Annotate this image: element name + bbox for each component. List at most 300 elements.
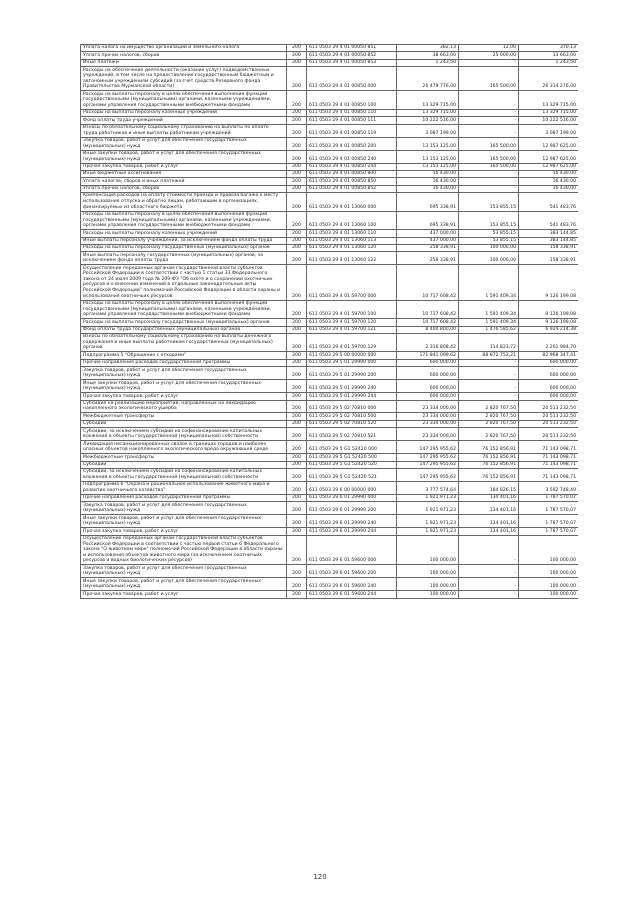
row-unexecuted-amount-cell: 20 513 232,50 [519,420,579,427]
row-classification-code-cell: 611 0503 29 4 01 59700 000 [307,265,397,300]
table-row [81,91,579,110]
row-approved-amount-cell: 16 430,00 [397,185,459,192]
row-admin-code-cell: 200 [287,91,307,110]
row-classification-code-cell: 611 0503 29 4 01 00850 200 [307,137,397,150]
row-name-cell: Закупка товаров, работ и услуг для обеспечения государственных (муниципальных) нужд [81,502,287,515]
row-admin-code-cell: 200 [287,45,307,52]
row-unexecuted-amount-cell: 3 592 748,49 [519,481,579,494]
row-admin-code-cell: 200 [287,502,307,515]
row-name-cell: Субсидии [81,461,287,468]
row-unexecuted-amount-cell: 71 143 098,71 [519,454,579,461]
row-executed-amount-cell: 165 500,00 [459,137,519,150]
row-classification-code-cell: 611 0503 29 4 01 59700 121 [307,326,397,333]
row-name-cell: Прочие направления расходов государственной программы [81,494,287,501]
table-row [81,591,579,598]
row-unexecuted-amount-cell: 16 430,00 [519,178,579,185]
row-approved-amount-cell: 23 334 000,00 [397,428,459,441]
row-classification-code-cell: 611 0503 29 4 01 59700 129 [307,333,397,352]
row-name-cell: Расходы на выплаты персоналу государственных (муниципальных) органов [81,244,287,251]
row-approved-amount-cell: 3 087 199,00 [397,124,459,137]
row-approved-amount-cell: 10 717 608,42 [397,319,459,326]
row-admin-code-cell: 200 [287,59,307,66]
row-admin-code-cell: 200 [287,400,307,413]
row-executed-amount-cell: - [459,367,519,380]
row-admin-code-cell: 200 [287,515,307,528]
row-executed-amount-cell: 2 820 767,50 [459,420,519,427]
row-classification-code-cell: 611 0503 29 5 G1 52420 000 [307,441,397,454]
table-row [81,150,579,163]
table-row [81,528,579,535]
row-executed-amount-cell: 2 820 767,50 [459,400,519,413]
row-executed-amount-cell: - [459,117,519,124]
row-unexecuted-amount-cell: 16 430,00 [519,170,579,177]
table-row [81,515,579,528]
row-executed-amount-cell: 165 500,00 [459,163,519,170]
row-unexecuted-amount-cell: 20 513 232,50 [519,413,579,420]
row-classification-code-cell: 611 0503 29 6 01 29990 244 [307,528,397,535]
row-classification-code-cell: 611 0503 29 5 01 29990 200 [307,367,397,380]
row-classification-code-cell: 611 0503 29 4 01 00850 119 [307,124,397,137]
table-row [81,163,579,170]
row-executed-amount-cell: 1 591 409,34 [459,300,519,319]
row-classification-code-cell: 611 0503 29 4 01 13060 110 [307,230,397,237]
table-row [81,230,579,237]
row-name-cell: Закупка товаров, работ и услуг для обеспечения государственных (муниципальных) нужд [81,137,287,150]
row-unexecuted-amount-cell: 1 787 570,07 [519,528,579,535]
row-unexecuted-amount-cell: 158 338,91 [519,252,579,265]
row-unexecuted-amount-cell: 26 314 276,00 [519,67,579,91]
row-name-cell: Межбюджетные трансферты [81,413,287,420]
row-executed-amount-cell: - [459,170,519,177]
row-classification-code-cell: 611 0503 29 4 01 00850 800 [307,170,397,177]
row-approved-amount-cell: 13 153 125,00 [397,137,459,150]
table-row [81,319,579,326]
row-classification-code-cell: 611 0503 29 4 01 00050 852 [307,52,397,59]
row-name-cell: Ликвидация несанкционированных свалок в границах городов и наиболее опасных объектов накопленного экологического вреда окружающей среде [81,441,287,454]
row-classification-code-cell: 611 0503 29 5 02 70810 520 [307,420,397,427]
row-unexecuted-amount-cell: 20 513 232,50 [519,400,579,413]
row-unexecuted-amount-cell: 1 243,50 [519,59,579,66]
row-admin-code-cell: 200 [287,150,307,163]
row-unexecuted-amount-cell: 600 000,00 [519,367,579,380]
row-admin-code-cell: 200 [287,67,307,91]
row-executed-amount-cell: 134 401,16 [459,502,519,515]
row-executed-amount-cell: - [459,109,519,116]
row-approved-amount-cell: 23 334 000,00 [397,420,459,427]
row-classification-code-cell: 611 0503 29 6 01 59600 244 [307,591,397,598]
row-executed-amount-cell: 134 401,16 [459,528,519,535]
row-unexecuted-amount-cell: 383 144,85 [519,237,579,244]
row-name-cell: Уплата прочих налогов, сборов [81,185,287,192]
row-name-cell: Взносы по обязательному социальному страхованию на выплаты денежного содержания и иные выплаты работникам государственных (муниципальных) органов [81,333,287,352]
row-executed-amount-cell: 100 000,00 [459,252,519,265]
row-executed-amount-cell: 165 500,00 [459,150,519,163]
row-classification-code-cell: 611 0503 29 4 01 00850 852 [307,185,397,192]
row-approved-amount-cell: 1 921 971,23 [397,494,459,501]
row-approved-amount-cell: 695 338,91 [397,193,459,212]
row-admin-code-cell: 200 [287,461,307,468]
row-approved-amount-cell: 1 921 971,23 [397,515,459,528]
row-classification-code-cell: 611 0503 29 6 01 59600 200 [307,565,397,578]
row-admin-code-cell: 200 [287,170,307,177]
row-unexecuted-amount-cell: 6 924 214,38 [519,326,579,333]
row-executed-amount-cell: 88 872 752,21 [459,352,519,359]
row-executed-amount-cell: - [459,91,519,110]
table-row [81,109,579,116]
row-executed-amount-cell: - [459,565,519,578]
row-classification-code-cell: 611 0503 29 4 01 00850 100 [307,91,397,110]
row-executed-amount-cell: 12,00 [459,45,519,52]
row-approved-amount-cell: 147 295 955,62 [397,468,459,481]
row-classification-code-cell: 611 0503 29 6 01 29990 240 [307,515,397,528]
table-row [81,352,579,359]
row-admin-code-cell: 200 [287,428,307,441]
row-classification-code-cell: 611 0503 29 4 01 59700 100 [307,300,397,319]
row-admin-code-cell: 200 [287,244,307,251]
row-approved-amount-cell: 10 717 608,42 [397,300,459,319]
row-name-cell: Закупка товаров, работ и услуг для обеспечения государственных (муниципальных) нужд [81,367,287,380]
row-admin-code-cell: 200 [287,393,307,400]
row-executed-amount-cell: - [459,393,519,400]
table-row [81,300,579,319]
row-unexecuted-amount-cell: 370,13 [519,45,579,52]
table-row [81,326,579,333]
row-executed-amount-cell: 1 476 585,62 [459,326,519,333]
table-row [81,211,579,230]
row-unexecuted-amount-cell: 13 329 715,00 [519,91,579,110]
row-unexecuted-amount-cell: 600 000,00 [519,359,579,366]
row-admin-code-cell: 200 [287,380,307,393]
row-approved-amount-cell: 147 295 955,62 [397,441,459,454]
table-row [81,481,579,494]
row-executed-amount-cell: 2 820 767,50 [459,413,519,420]
row-approved-amount-cell: 600 000,00 [397,380,459,393]
row-unexecuted-amount-cell: 383 144,85 [519,230,579,237]
row-name-cell: Иные закупки товаров, работ и услуг для обеспечения государственных (муниципальных) нужд [81,578,287,591]
row-approved-amount-cell: 171 841 099,62 [397,352,459,359]
row-approved-amount-cell: 100 000,00 [397,591,459,598]
row-approved-amount-cell: 38 663,00 [397,52,459,59]
row-approved-amount-cell: 437 000,00 [397,237,459,244]
row-name-cell: Взносы по обязательному социальному страхованию на выплаты по оплате труда работников и иные выплаты работникам учреждений [81,124,287,137]
row-unexecuted-amount-cell: 100 000,00 [519,565,579,578]
row-executed-amount-cell: 2 820 767,50 [459,428,519,441]
row-classification-code-cell: 611 0503 29 6 01 29990 000 [307,494,397,501]
row-admin-code-cell: 200 [287,117,307,124]
row-name-cell: Иные бюджетные ассигнования [81,170,287,177]
row-name-cell: Иные выплаты персоналу государственных (муниципальных) органов, за исключением фонда оплаты труда [81,252,287,265]
row-unexecuted-amount-cell: 1 787 570,07 [519,502,579,515]
row-approved-amount-cell: 147 295 955,62 [397,461,459,468]
row-approved-amount-cell: 16 430,00 [397,178,459,185]
row-approved-amount-cell: 3 777 574,64 [397,481,459,494]
table-row [81,428,579,441]
row-admin-code-cell: 200 [287,178,307,185]
row-approved-amount-cell: 13 329 715,00 [397,91,459,110]
row-unexecuted-amount-cell: 20 513 232,50 [519,428,579,441]
row-executed-amount-cell: - [459,591,519,598]
row-classification-code-cell: 611 0503 29 6 01 59600 240 [307,578,397,591]
row-unexecuted-amount-cell: 600 000,00 [519,393,579,400]
table-row [81,124,579,137]
row-approved-amount-cell: 1 921 971,23 [397,502,459,515]
row-name-cell: Прочая закупка товаров, работ и услуг [81,528,287,535]
row-unexecuted-amount-cell: 13 663,00 [519,52,579,59]
table-row [81,244,579,251]
table-row [81,67,579,91]
row-executed-amount-cell: - [459,59,519,66]
row-classification-code-cell: 611 0503 29 5 G1 52420 521 [307,468,397,481]
budget-execution-table [80,44,578,599]
row-approved-amount-cell: 100 000,00 [397,565,459,578]
document-page [80,44,578,854]
row-admin-code-cell: 200 [287,265,307,300]
row-unexecuted-amount-cell: 100 000,00 [519,535,579,565]
row-admin-code-cell: 200 [287,481,307,494]
row-name-cell: Иные закупки товаров, работ и услуг для обеспечения государственных (муниципальных) нужд [81,380,287,393]
row-admin-code-cell: 200 [287,124,307,137]
table-row [81,565,579,578]
table-row [81,393,579,400]
row-approved-amount-cell: 2 316 808,42 [397,333,459,352]
row-unexecuted-amount-cell: 82 968 347,41 [519,352,579,359]
row-approved-amount-cell: 26 479 776,00 [397,67,459,91]
table-row [81,494,579,501]
row-admin-code-cell: 200 [287,565,307,578]
table-row [81,185,579,192]
row-admin-code-cell: 200 [287,333,307,352]
row-executed-amount-cell: 153 855,15 [459,193,519,212]
row-approved-amount-cell: 258 338,91 [397,252,459,265]
row-approved-amount-cell: 258 338,91 [397,244,459,251]
row-name-cell: Субсидии [81,420,287,427]
row-approved-amount-cell: 1 921 971,23 [397,528,459,535]
row-classification-code-cell: 611 0503 29 4 01 59700 120 [307,319,397,326]
row-unexecuted-amount-cell: 12 987 625,00 [519,163,579,170]
row-classification-code-cell: 611 0503 29 4 01 13060 000 [307,193,397,212]
row-name-cell: Иные выплаты персоналу учреждений, за исключением фонда оплаты труда [81,237,287,244]
row-executed-amount-cell: 76 152 856,91 [459,454,519,461]
row-admin-code-cell: 200 [287,193,307,212]
row-admin-code-cell: 200 [287,319,307,326]
row-name-cell: Расходы на выплаты персоналу в целях обеспечения выполнения функций государственными (муниципальными) органами, казенными учреждениями, органами управления государственными внебюджетными фондами [81,211,287,230]
table-row [81,420,579,427]
row-admin-code-cell: 200 [287,52,307,59]
row-approved-amount-cell: 23 334 000,00 [397,400,459,413]
row-unexecuted-amount-cell: 2 201 984,70 [519,333,579,352]
row-approved-amount-cell: 10 222 516,00 [397,117,459,124]
row-executed-amount-cell: 153 855,15 [459,211,519,230]
page-number: 120 [313,873,327,881]
row-executed-amount-cell: 165 500,00 [459,67,519,91]
row-classification-code-cell: 611 0503 29 4 01 13060 113 [307,237,397,244]
row-executed-amount-cell: 184 826,15 [459,481,519,494]
row-executed-amount-cell: 25 000,00 [459,52,519,59]
row-name-cell: Уплата налогов, сборов и иных платежей [81,178,287,185]
row-approved-amount-cell: 16 430,00 [397,170,459,177]
row-admin-code-cell: 200 [287,211,307,230]
table-row [81,265,579,300]
row-admin-code-cell: 200 [287,591,307,598]
row-name-cell: Иные платежи [81,59,287,66]
row-classification-code-cell: 611 0503 29 6 01 29990 200 [307,502,397,515]
row-name-cell: Прочая закупка товаров, работ и услуг [81,163,287,170]
row-unexecuted-amount-cell: 1 787 570,07 [519,494,579,501]
table-row [81,333,579,352]
row-approved-amount-cell: 10 717 608,42 [397,265,459,300]
row-unexecuted-amount-cell: 9 126 199,08 [519,300,579,319]
row-name-cell: Расходы на обеспечение деятельности (оказание услуг) подведомственных учреждений, в том числе на предоставление государственным бюджетным и автономным учреждениям субсидий (за счет средств Резервного фонда Правительства Мурманской области) [81,67,287,91]
row-approved-amount-cell: 100 000,00 [397,578,459,591]
row-name-cell: Осуществление переданных органам государственной власти субъектов Российской Федерации в соответствии с частью первой статьи 6 Федерального закона "О животном мире" полномочий Российской Федерации в области охраны и использования объектов животного мира (за исключением охотничьих ресурсов и водных биологических ресурсов) [81,535,287,565]
row-name-cell: Прочая закупка товаров, работ и услуг [81,393,287,400]
row-name-cell: Расходы на выплаты персоналу казенных учреждений [81,109,287,116]
row-name-cell: Фонд оплаты труда учреждений [81,117,287,124]
row-unexecuted-amount-cell: 541 483,76 [519,211,579,230]
row-unexecuted-amount-cell: 3 087 199,00 [519,124,579,137]
table-row [81,380,579,393]
table-row [81,359,579,366]
row-name-cell: Субсидия на реализацию мероприятий, направленных на ликвидацию накопленного экологического ущерба [81,400,287,413]
row-admin-code-cell: 200 [287,454,307,461]
row-name-cell: Расходы на выплаты персоналу в целях обеспечения выполнения функций государственными (муниципальными) органами, казенными учреждениями, органами управления государственными внебюджетными фондами [81,91,287,110]
row-executed-amount-cell: 53 855,15 [459,237,519,244]
row-executed-amount-cell: 1 591 409,34 [459,265,519,300]
row-unexecuted-amount-cell: 100 000,00 [519,591,579,598]
row-executed-amount-cell: 76 152 856,91 [459,468,519,481]
table-row [81,252,579,265]
row-executed-amount-cell: - [459,535,519,565]
row-classification-code-cell: 611 0503 29 5 02 70810 500 [307,413,397,420]
row-unexecuted-amount-cell: 13 329 715,00 [519,109,579,116]
row-name-cell: Подпрограмма 6 "Охрана и рациональное использование животного мира и развитие охотничьего хозяйства" [81,481,287,494]
row-classification-code-cell: 611 0503 29 6 00 00000 000 [307,481,397,494]
table-row [81,461,579,468]
row-admin-code-cell: 200 [287,163,307,170]
table-row [81,468,579,481]
row-unexecuted-amount-cell: 12 987 625,00 [519,150,579,163]
table-body [81,45,579,599]
row-name-cell: Осуществление переданных органам государственной власти субъектов Российской Федерации в соответствии с частью 1 статьи 33 Федерального закона от 24 июля 2009 года № 209-ФЗ "Об охоте и о сохранении охотничьих ресурсов и о внесении изменений в отдельные законодательные акты Российской Федерации" полномочий Российской Федерации в области охраны и использования охотничьих ресурсов [81,265,287,300]
row-admin-code-cell: 200 [287,413,307,420]
table-row [81,502,579,515]
row-unexecuted-amount-cell: 541 483,76 [519,193,579,212]
row-classification-code-cell: 611 0503 29 5 G1 52420 500 [307,454,397,461]
row-admin-code-cell: 200 [287,420,307,427]
row-admin-code-cell: 200 [287,441,307,454]
row-admin-code-cell: 200 [287,528,307,535]
row-name-cell: Расходы на выплаты персоналу казенных учреждений [81,230,287,237]
row-approved-amount-cell: 437 000,00 [397,230,459,237]
row-executed-amount-cell: 1 591 409,34 [459,319,519,326]
row-classification-code-cell: 611 0503 29 4 01 00850 111 [307,117,397,124]
row-unexecuted-amount-cell: 1 787 570,07 [519,515,579,528]
row-admin-code-cell: 200 [287,326,307,333]
row-classification-code-cell: 611 0503 29 4 01 00850 000 [307,67,397,91]
row-admin-code-cell: 200 [287,109,307,116]
row-classification-code-cell: 611 0503 29 5 00 00000 000 [307,352,397,359]
row-admin-code-cell: 200 [287,300,307,319]
row-unexecuted-amount-cell: 16 430,00 [519,185,579,192]
row-executed-amount-cell: - [459,359,519,366]
row-executed-amount-cell: - [459,380,519,393]
row-executed-amount-cell: 76 152 856,91 [459,441,519,454]
row-approved-amount-cell: 13 153 125,00 [397,163,459,170]
row-name-cell: Иные закупки товаров, работ и услуг для обеспечения государственных (муниципальных) нужд [81,150,287,163]
row-admin-code-cell: 200 [287,494,307,501]
row-classification-code-cell: 611 0503 29 4 01 13060 100 [307,211,397,230]
table-row [81,178,579,185]
row-admin-code-cell: 200 [287,535,307,565]
row-classification-code-cell: 611 0503 29 4 01 13060 120 [307,244,397,251]
table-row [81,441,579,454]
table-row [81,45,579,52]
row-classification-code-cell: 611 0503 29 5 G1 52420 520 [307,461,397,468]
row-approved-amount-cell: 23 334 000,00 [397,413,459,420]
row-name-cell: Расходы на выплаты персоналу государственных (муниципальных) органов [81,319,287,326]
row-approved-amount-cell: 13 329 715,00 [397,109,459,116]
row-classification-code-cell: 611 0503 29 4 01 00050 851 [307,45,397,52]
row-admin-code-cell: 200 [287,578,307,591]
row-name-cell: Прочая закупка товаров, работ и услуг [81,591,287,598]
row-name-cell: Подпрограмма 5 "Обращение с отходами" [81,352,287,359]
row-classification-code-cell: 611 0503 29 4 01 13060 122 [307,252,397,265]
row-classification-code-cell: 611 0503 29 4 01 00850 240 [307,150,397,163]
row-admin-code-cell: 200 [287,137,307,150]
row-classification-code-cell: 611 0503 29 4 01 00850 244 [307,163,397,170]
row-executed-amount-cell: 134 401,16 [459,494,519,501]
row-admin-code-cell: 200 [287,352,307,359]
row-executed-amount-cell: - [459,185,519,192]
row-approved-amount-cell: 13 153 125,00 [397,150,459,163]
row-name-cell: Уплата налога на имущество организаций и земельного налога [81,45,287,52]
row-name-cell: Закупка товаров, работ и услуг для обеспечения государственных (муниципальных) нужд [81,565,287,578]
table-row [81,413,579,420]
row-name-cell: Межбюджетные трансферты [81,454,287,461]
table-row [81,52,579,59]
table-row [81,367,579,380]
row-classification-code-cell: 611 0503 29 4 01 00050 853 [307,59,397,66]
row-approved-amount-cell: 600 000,00 [397,359,459,366]
table-row [81,117,579,124]
row-admin-code-cell: 200 [287,237,307,244]
row-admin-code-cell: 200 [287,185,307,192]
row-name-cell: Фонд оплаты труда государственных (муниципальных) органов [81,326,287,333]
row-classification-code-cell: 611 0503 29 5 01 29990 240 [307,380,397,393]
row-unexecuted-amount-cell: 12 987 625,00 [519,137,579,150]
row-classification-code-cell: 611 0503 29 6 01 59600 000 [307,535,397,565]
row-unexecuted-amount-cell: 71 143 098,71 [519,441,579,454]
row-name-cell: Уплата прочих налогов, сборов [81,52,287,59]
row-executed-amount-cell: - [459,578,519,591]
row-approved-amount-cell: 695 338,91 [397,211,459,230]
row-approved-amount-cell: 8 400 800,00 [397,326,459,333]
row-executed-amount-cell: 76 152 856,91 [459,461,519,468]
row-executed-amount-cell: - [459,124,519,137]
row-unexecuted-amount-cell: 600 000,00 [519,380,579,393]
table-row [81,193,579,212]
row-classification-code-cell: 611 0503 29 5 01 29990 000 [307,359,397,366]
row-admin-code-cell: 200 [287,468,307,481]
row-admin-code-cell: 200 [287,359,307,366]
table-row [81,170,579,177]
row-unexecuted-amount-cell: 9 126 199,08 [519,319,579,326]
row-executed-amount-cell: 134 401,16 [459,515,519,528]
row-name-cell: Прочие направления расходов государственной программы [81,359,287,366]
row-classification-code-cell: 611 0503 29 4 01 00850 850 [307,178,397,185]
table-row [81,578,579,591]
row-unexecuted-amount-cell: 158 338,91 [519,244,579,251]
